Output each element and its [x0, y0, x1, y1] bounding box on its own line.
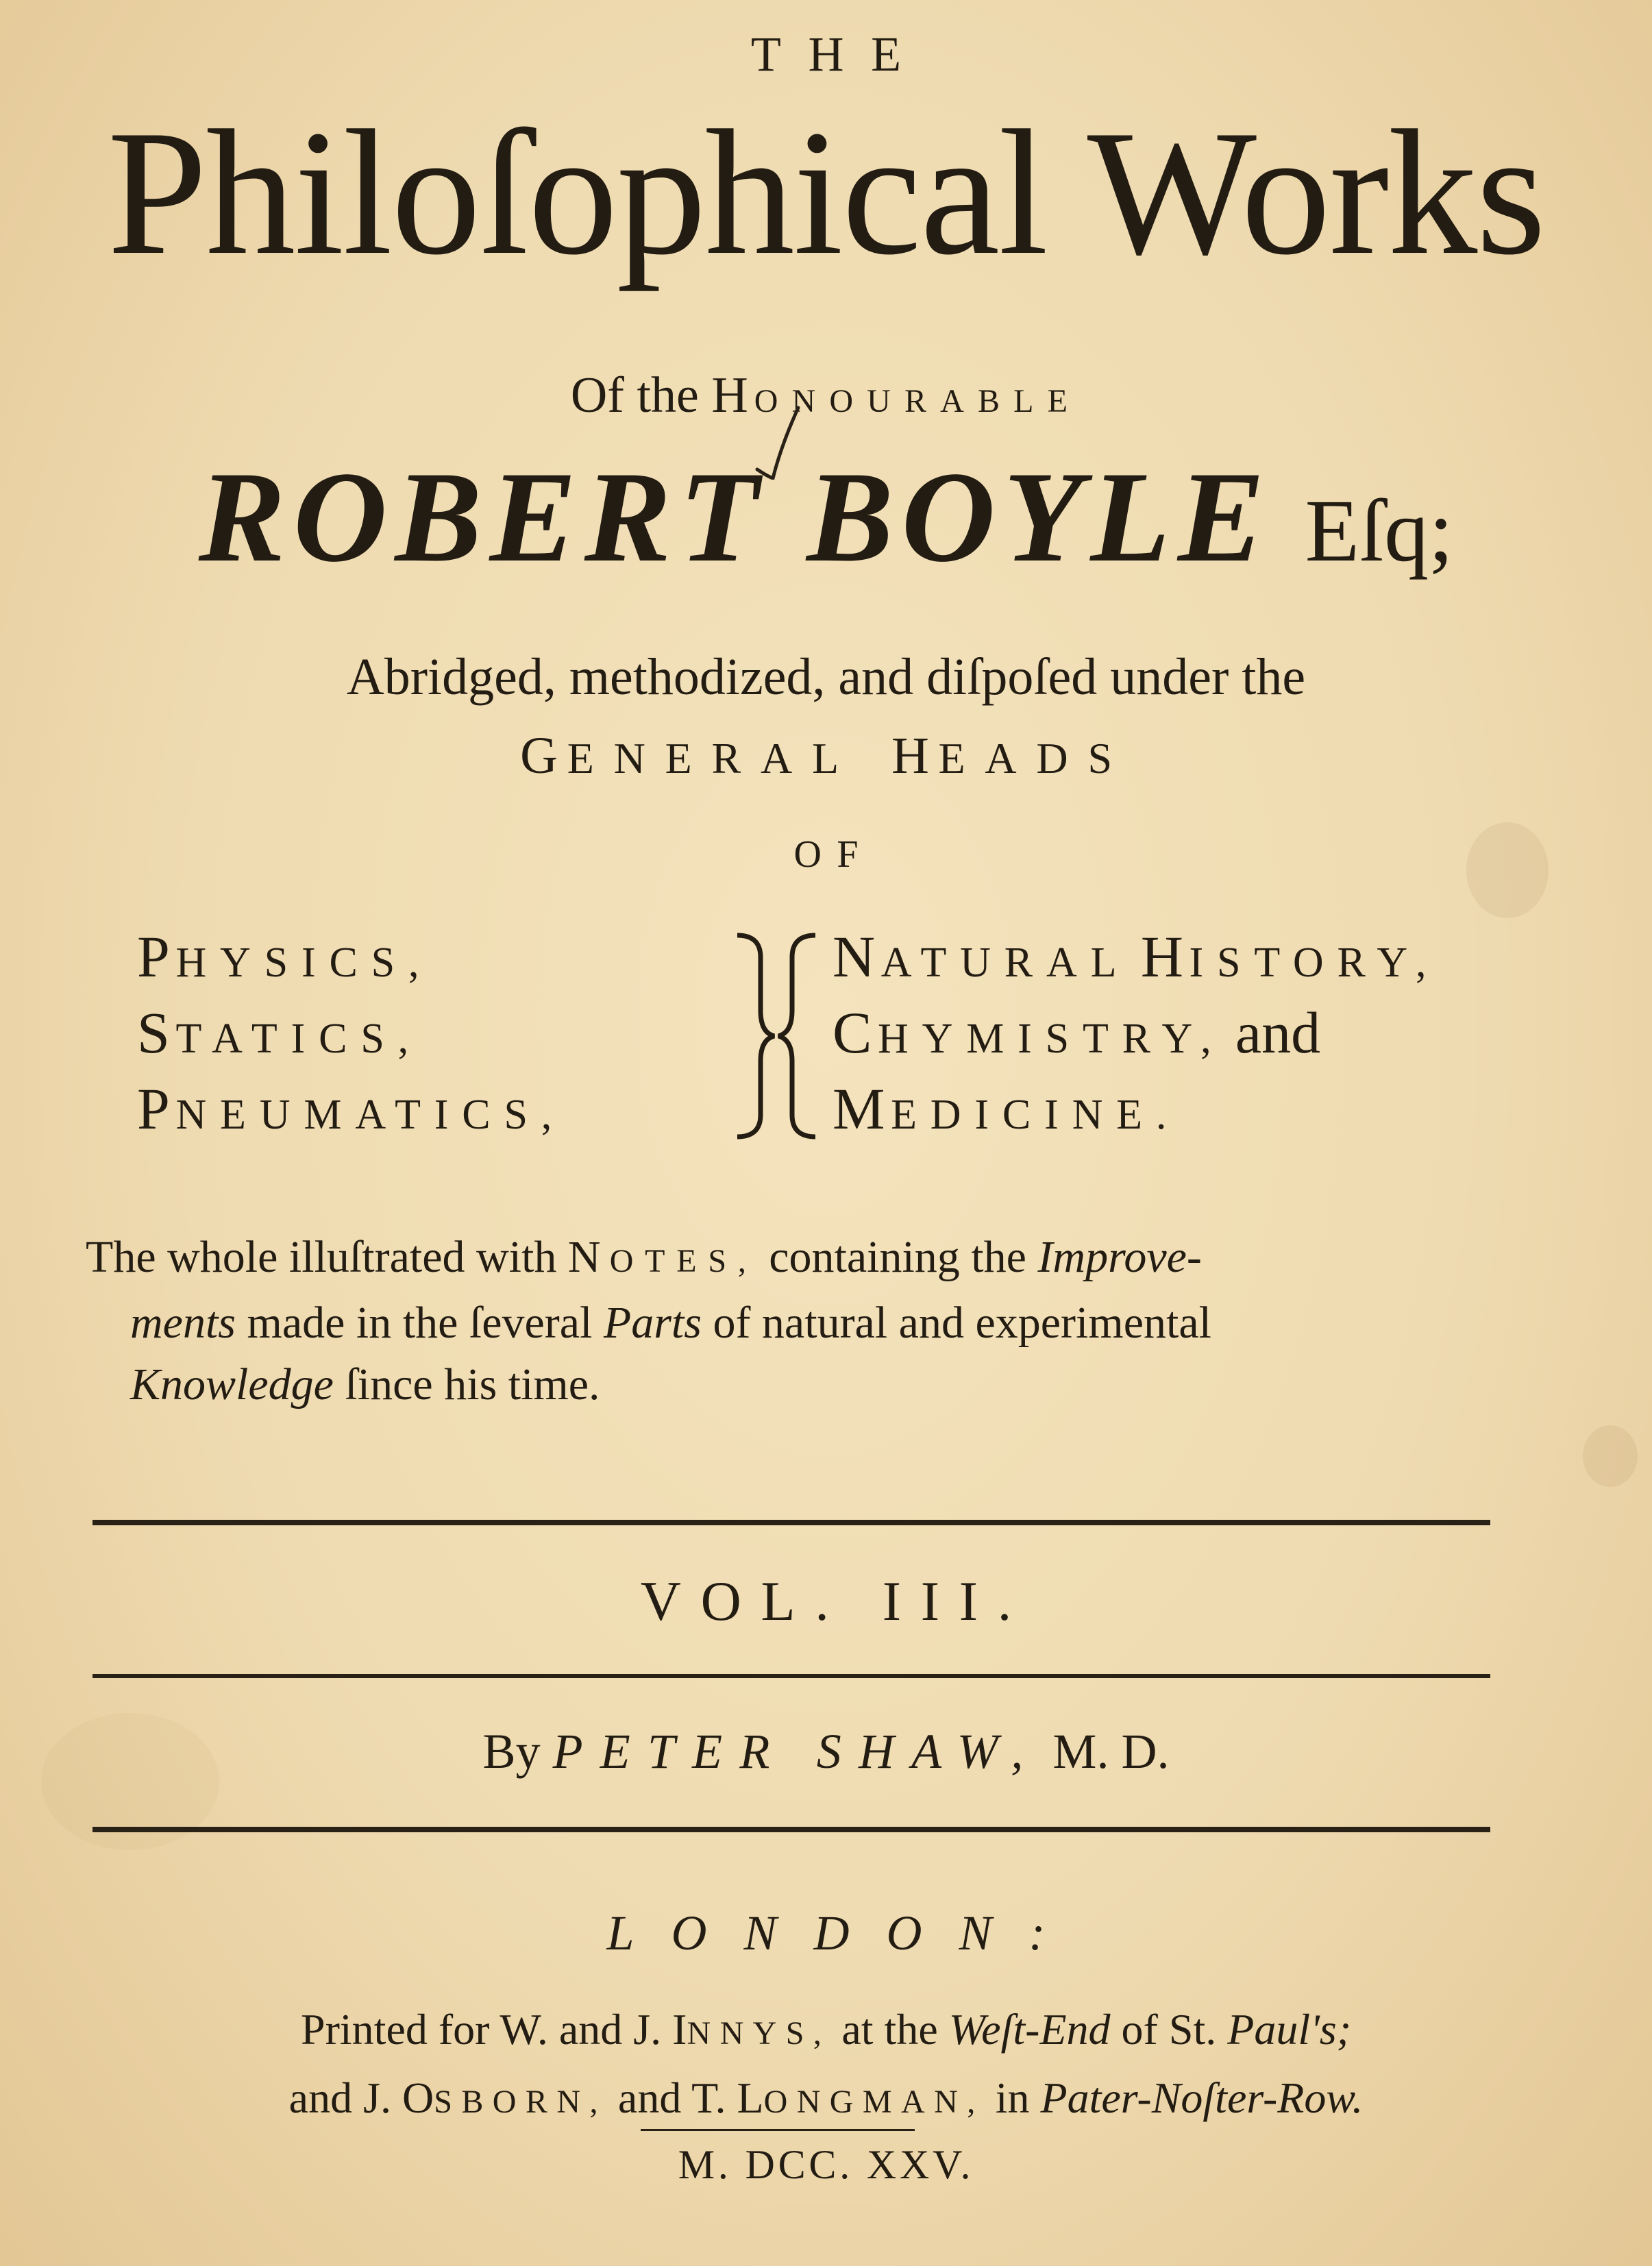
- topic-and: and: [1235, 1000, 1321, 1066]
- text-run: Improve-: [1037, 1232, 1202, 1282]
- imprint-line-1: [0, 2004, 1652, 2055]
- description-line-3: [86, 1354, 1504, 1416]
- text-run: made in the ſeveral: [247, 1298, 593, 1348]
- of-line: OF: [793, 833, 874, 876]
- topic-rest: EDICINE.: [891, 1092, 1181, 1138]
- text-run: in: [995, 2073, 1030, 2122]
- imprint-city: LONDON:: [606, 1906, 1083, 1960]
- topic-item: [833, 1074, 1440, 1150]
- topic-rest: TATICS,: [175, 1015, 422, 1062]
- topics-block: [0, 922, 1652, 1168]
- horizontal-rule: [93, 1520, 1490, 1525]
- description-line-1: [86, 1227, 1504, 1292]
- horizontal-rule: [93, 1827, 1490, 1832]
- text-run: OTES,: [609, 1243, 758, 1279]
- topic-rest: NEUMATICS,: [175, 1092, 566, 1138]
- text-run: SBORN,: [434, 2084, 607, 2120]
- text-run: containing the: [769, 1232, 1026, 1282]
- esq-text: Eſq;: [1305, 482, 1454, 580]
- heads-cap: H: [891, 727, 939, 785]
- text-run: at the: [841, 2005, 938, 2054]
- text-run: ments: [130, 1298, 236, 1348]
- topic-rest: ATURAL: [880, 939, 1131, 986]
- text-run: N: [567, 1232, 610, 1282]
- topic-item: [137, 922, 565, 998]
- topic-cap: N: [833, 924, 881, 989]
- text-run: of natural and experimental: [713, 1298, 1211, 1348]
- text-run: and J.: [288, 2073, 391, 2122]
- text-run: Parts: [603, 1298, 702, 1348]
- topics-right-column: [833, 922, 1440, 1150]
- imprint-line-2: [0, 2073, 1652, 2123]
- topic-cap: S: [137, 1000, 176, 1066]
- editor-name: PETER SHAW,: [552, 1724, 1041, 1779]
- description-paragraph: [86, 1227, 1504, 1416]
- text-run: NNYS,: [687, 2015, 831, 2052]
- book-title: Philoſophical Works: [107, 93, 1545, 292]
- editor-degree: M. D.: [1052, 1724, 1170, 1779]
- topic-cap: M: [833, 1076, 891, 1142]
- text-run: The whole illuſtrated with: [86, 1232, 557, 1282]
- imprint-date: M. DCC. XXV.: [678, 2142, 974, 2187]
- text-run: L: [737, 2073, 764, 2122]
- the-heading: THE: [750, 27, 928, 82]
- description-line-2: [86, 1292, 1504, 1354]
- honourable-rest: ONOURABLE: [754, 383, 1082, 419]
- of-the-text: Of the: [570, 367, 699, 423]
- text-run: Printed for W. and J.: [300, 2005, 662, 2054]
- heads-rest: EADS: [938, 734, 1132, 783]
- topic-item: [137, 1074, 565, 1150]
- text-run: Weſt-End: [948, 2005, 1111, 2054]
- text-run: Pater-Noſter-Row.: [1040, 2073, 1364, 2122]
- of-the-honourable-line: [0, 367, 1652, 425]
- text-run: Paul's;: [1227, 2005, 1352, 2054]
- topic-cap: H: [1140, 924, 1189, 989]
- volume-label: VOL. III.: [640, 1570, 1031, 1632]
- abridged-line: Abridged, methodized, and diſpoſed under the: [346, 648, 1306, 706]
- topic-rest: HYMISTRY,: [877, 1015, 1225, 1062]
- editor-line: [0, 1723, 1652, 1780]
- text-run: O: [402, 2073, 434, 2122]
- topics-left-column: [137, 922, 565, 1150]
- topic-rest: ISTORY,: [1189, 939, 1440, 986]
- topic-cap: P: [137, 1076, 176, 1142]
- short-rule: [641, 2129, 915, 2131]
- double-brace: [725, 930, 828, 1142]
- text-run: I: [672, 2005, 687, 2054]
- general-heads-line: [0, 726, 1652, 786]
- general-rest: ENERAL: [567, 734, 859, 783]
- text-run: ONGMAN,: [763, 2084, 985, 2120]
- horizontal-rule: [93, 1674, 1490, 1678]
- topic-item: [833, 922, 1440, 998]
- topic-rest: HYSICS,: [175, 939, 433, 986]
- topic-item: [137, 998, 565, 1074]
- topic-item: [833, 998, 1440, 1074]
- by-prefix: By: [482, 1724, 541, 1779]
- text-run: of St.: [1121, 2005, 1217, 2054]
- author-name: ROBERT BOYLE: [198, 445, 1273, 589]
- general-cap: G: [520, 727, 567, 785]
- author-line: [0, 445, 1652, 589]
- topic-cap: P: [137, 924, 176, 989]
- paper-stain: [1583, 1425, 1638, 1487]
- text-run: and T.: [617, 2073, 726, 2122]
- text-run: Knowledge: [130, 1359, 334, 1409]
- topic-cap: C: [833, 1000, 878, 1066]
- text-run: ſince his time.: [345, 1359, 600, 1409]
- honourable-cap: H: [711, 367, 754, 423]
